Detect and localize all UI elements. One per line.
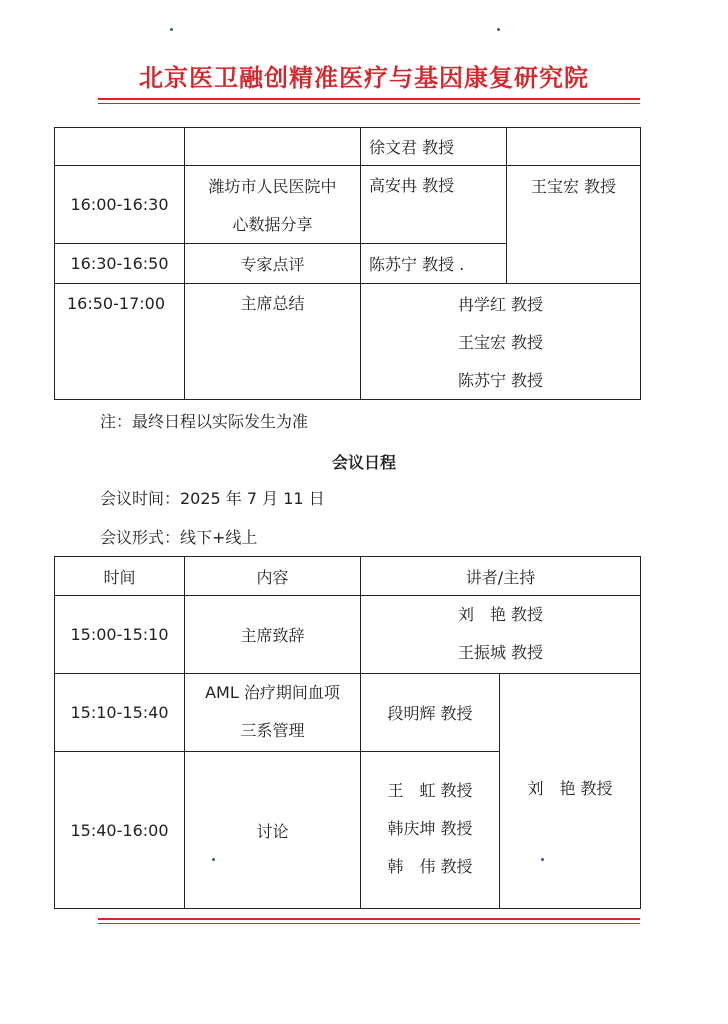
header-cell-content (184, 556, 361, 596)
host-name: 刘 艳 教授 (527, 779, 613, 798)
institute-title: 北京医卫融创精准医疗与基因康复研究院 (139, 63, 589, 92)
content-cell (184, 673, 361, 752)
scan-dot (212, 858, 215, 861)
schedule-note: 注：最终日程以实际发生为准 (100, 412, 309, 431)
time-cell (54, 595, 185, 674)
time-cell (54, 283, 185, 400)
speaker-name: 陈苏宁 教授 . (369, 255, 465, 274)
content-text: 三系管理 (240, 721, 305, 740)
content-text: 主席总结 (240, 294, 305, 313)
column-header: 讲者/主持 (465, 567, 536, 587)
header-cell-speaker (360, 556, 641, 596)
time-slot: 16:50-17:00 (67, 294, 165, 313)
content-text: 潍坊市人民医院中 (208, 177, 337, 196)
speaker-cell (360, 127, 507, 166)
content-text: 专家点评 (240, 255, 305, 274)
speaker-name: 王 虹 教授 (387, 781, 473, 800)
speaker-name: 段明辉 教授 (387, 704, 473, 723)
speakers-cell (360, 751, 500, 909)
speakers-cell (360, 595, 641, 674)
content-cell (184, 243, 361, 284)
content-cell (184, 751, 361, 909)
speaker-cell (360, 243, 507, 284)
speaker-name: 王宝宏 教授 (457, 333, 544, 352)
header-rule-thin (98, 103, 640, 104)
speaker-name: 高安冉 教授 (369, 176, 455, 195)
scan-dot (497, 28, 500, 31)
content-cell (184, 595, 361, 674)
host-cell (506, 165, 641, 284)
footer-rule (98, 918, 640, 920)
column-header: 内容 (256, 567, 289, 587)
content-text: 心数据分享 (232, 215, 313, 234)
content-text: 讨论 (256, 821, 289, 841)
content-cell (184, 283, 361, 400)
time-slot: 15:00-15:10 (70, 625, 169, 644)
speaker-name: 冉学红 教授 (457, 295, 544, 314)
scan-dot (170, 28, 173, 31)
speaker-name: 韩 伟 教授 (387, 857, 473, 876)
time-cell (54, 673, 185, 752)
header-rule (98, 98, 640, 100)
table-cell (54, 127, 185, 166)
time-cell (54, 751, 185, 909)
table-cell (506, 127, 641, 166)
column-header: 时间 (103, 567, 136, 587)
speaker-name: 王振城 教授 (457, 643, 544, 662)
time-slot: 15:10-15:40 (70, 703, 169, 722)
host-name: 王宝宏 教授 (530, 177, 617, 196)
time-slot: 16:00-16:30 (70, 195, 169, 214)
time-cell (54, 243, 185, 284)
content-text: 主席致辞 (240, 626, 305, 645)
speaker-cell (360, 673, 500, 752)
content-cell (184, 165, 361, 244)
time-slot: 15:40-16:00 (70, 820, 169, 840)
footer-rule-thin (98, 923, 640, 924)
speaker-name: 徐文君 教授 (369, 138, 455, 157)
meeting-format: 会议形式：线下+线上 (100, 528, 258, 547)
time-slot: 16:30-16:50 (70, 254, 169, 273)
speaker-name: 刘 艳 教授 (457, 605, 544, 624)
host-cell (499, 673, 641, 909)
speakers-cell (360, 283, 641, 400)
scan-dot (541, 858, 544, 861)
speaker-name: 陈苏宁 教授 (457, 371, 544, 390)
table-cell (184, 127, 361, 166)
time-cell (54, 165, 185, 244)
speaker-name: 韩庆坤 教授 (387, 819, 473, 838)
meeting-time: 会议时间：2025 年 7 月 11 日 (100, 489, 325, 508)
header-cell-time (54, 556, 185, 596)
content-text: AML 治疗期间血项 (205, 683, 340, 702)
speaker-cell (360, 165, 507, 244)
section-title: 会议日程 (331, 453, 396, 472)
